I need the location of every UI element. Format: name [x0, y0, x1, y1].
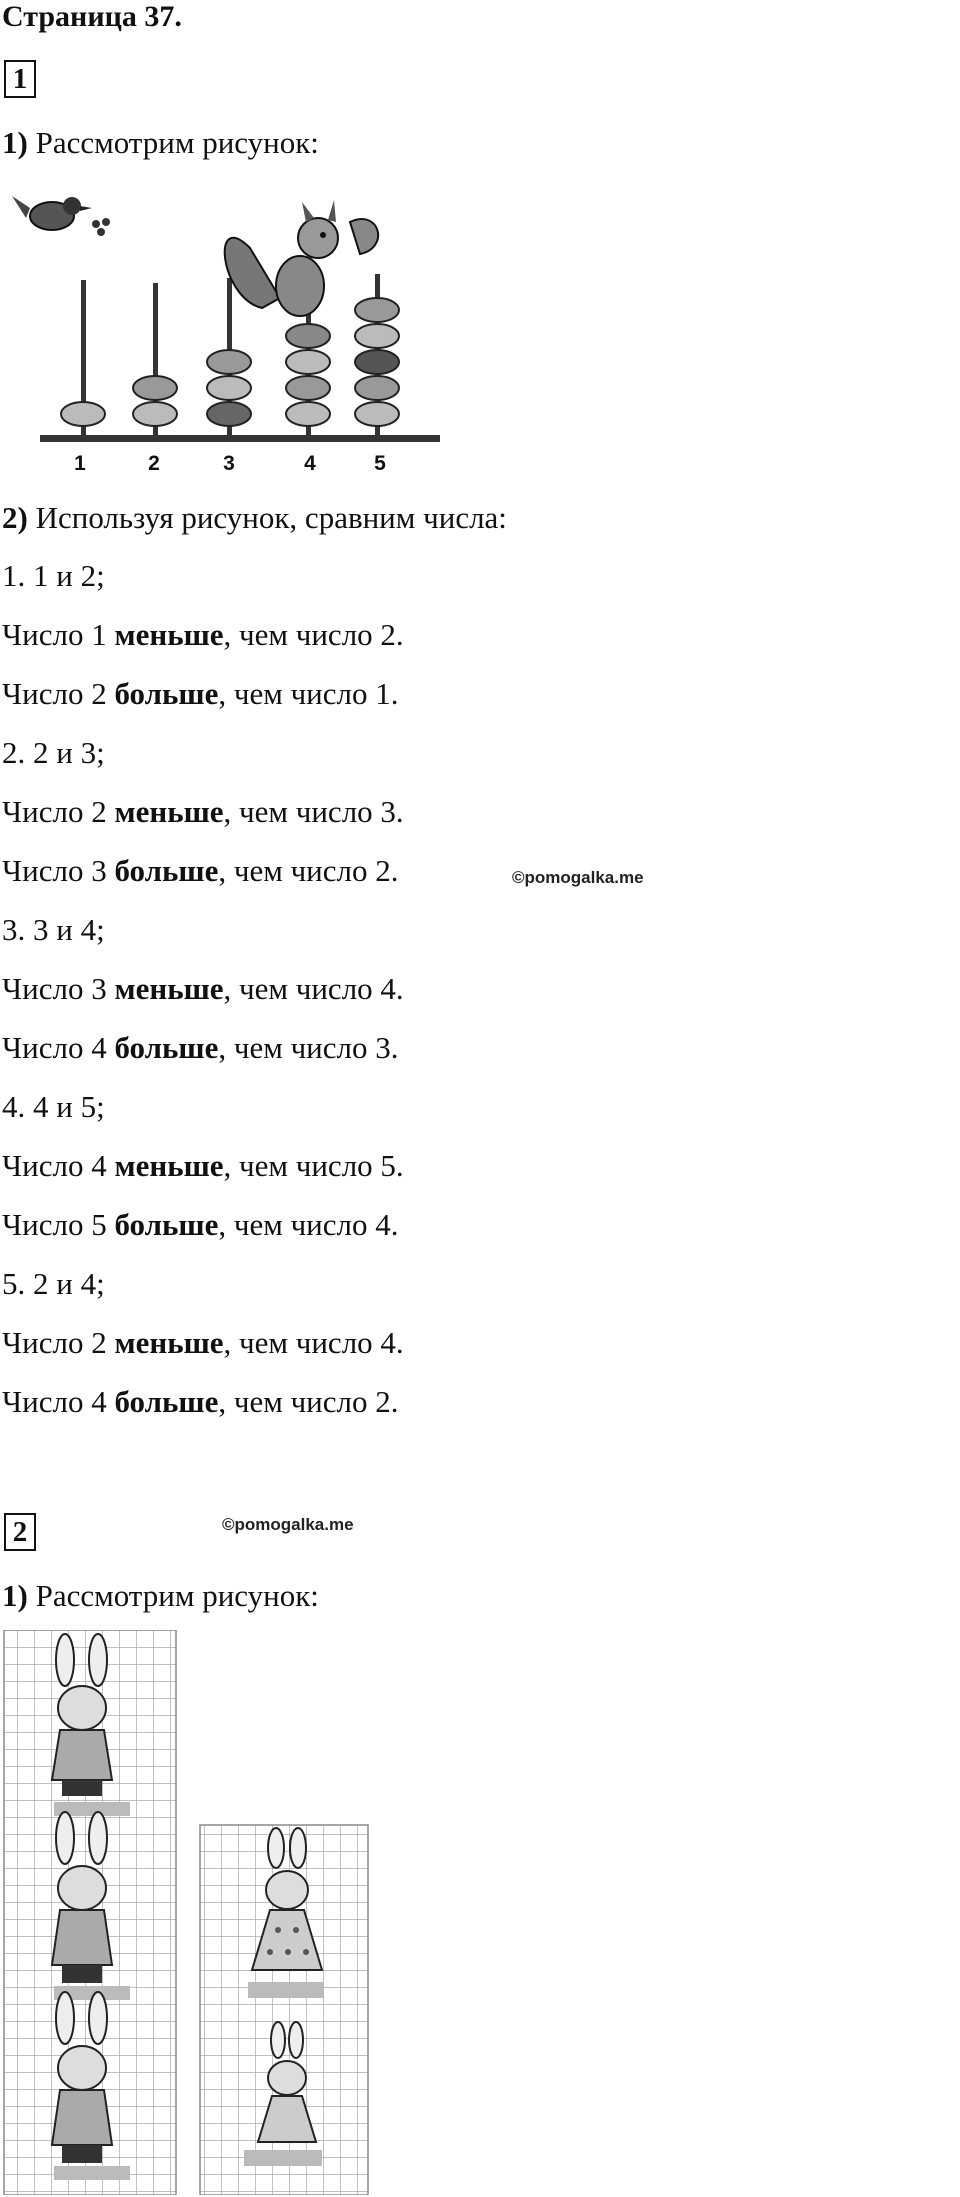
pair-title: 1. 1 и 2;: [2, 558, 105, 593]
task1-step2: [2, 500, 507, 536]
stick-label-3: 3: [223, 452, 235, 475]
watermark: ©pomogalka.me: [512, 868, 644, 887]
comparison-less: Число 2 меньше, чем число 4.: [2, 1325, 404, 1360]
step-marker: 1): [2, 125, 28, 160]
step-text: Рассмотрим рисунок:: [27, 1578, 319, 1613]
stick-5: [355, 274, 399, 435]
stick-3: [207, 278, 251, 435]
comparison-more: Число 5 больше, чем число 4.: [2, 1207, 399, 1242]
mushroom-sticks-figure: [0, 178, 450, 488]
rabbits-grid-figure: [0, 1630, 380, 2195]
stick-2: [133, 283, 177, 435]
stick-1: [61, 280, 105, 435]
pair-title: 5. 2 и 4;: [2, 1266, 105, 1301]
task-number-1: 1: [4, 60, 36, 98]
watermark: ©pomogalka.me: [222, 1515, 354, 1534]
pair-title: 3. 3 и 4;: [2, 912, 105, 947]
task1-step1: [2, 125, 319, 161]
stick-labels: [74, 452, 386, 475]
stick-label-2: 2: [148, 452, 160, 475]
step-text: Используя рисунок, сравним числа:: [27, 500, 507, 535]
stick-label-1: 1: [74, 452, 86, 475]
comparison-more: Число 2 больше, чем число 1.: [2, 676, 399, 711]
comparison-more: Число 4 больше, чем число 2.: [2, 1384, 399, 1419]
comparison-less: Число 2 меньше, чем число 3.: [2, 794, 404, 829]
stick-4: [286, 298, 330, 435]
page-title: Страница 37.: [2, 0, 182, 33]
comparison-less: Число 4 меньше, чем число 5.: [2, 1148, 404, 1183]
stick-label-4: 4: [304, 452, 316, 475]
task-number-2: 2: [4, 1513, 36, 1551]
pair-title: 2. 2 и 3;: [2, 735, 105, 770]
comparison-less: Число 3 меньше, чем число 4.: [2, 971, 404, 1006]
step-marker: 1): [2, 1578, 28, 1613]
base-board: [40, 435, 440, 442]
step-text: Рассмотрим рисунок:: [27, 125, 319, 160]
task2-step1: [2, 1578, 319, 1614]
comparison-less: Число 1 меньше, чем число 2.: [2, 617, 404, 652]
step-marker: 2): [2, 500, 28, 535]
pair-title: 4. 4 и 5;: [2, 1089, 105, 1124]
comparison-more: Число 3 больше, чем число 2.: [2, 853, 399, 888]
stick-label-5: 5: [374, 452, 386, 475]
bird-icon: [12, 196, 110, 236]
squirrel-icon: [225, 200, 378, 316]
comparison-more: Число 4 больше, чем число 3.: [2, 1030, 399, 1065]
